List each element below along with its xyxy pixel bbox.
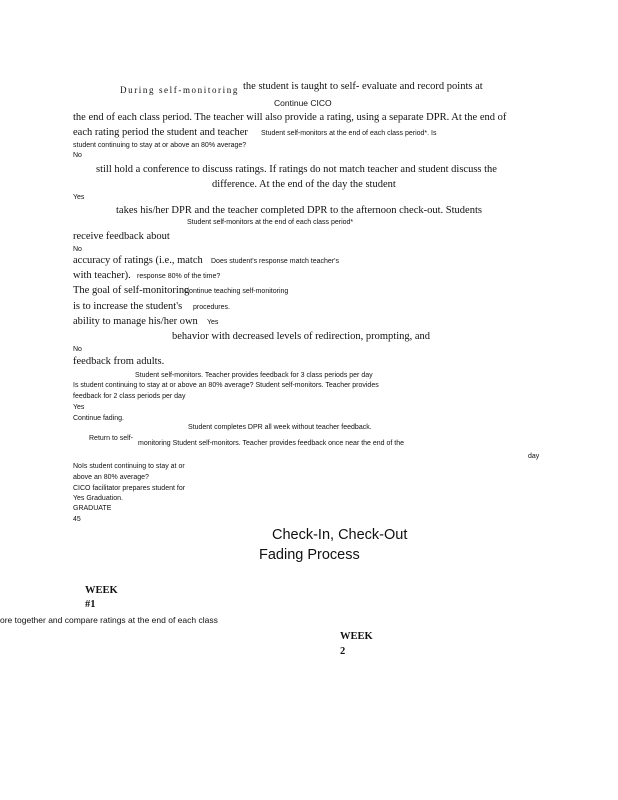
week-label: WEEK — [340, 631, 373, 642]
text-line: with teacher). — [73, 270, 131, 281]
text-line: still hold a conference to discuss ratings. If ratings do not match teacher and student discuss the — [96, 164, 497, 175]
text-line: accuracy of ratings (i.e., match — [73, 255, 203, 266]
page-subtitle: Fading Process — [259, 547, 360, 563]
flowchart-label: Student completes DPR all week without teacher feedback. — [188, 424, 372, 431]
flowchart-label: Does student's response match teacher's — [211, 258, 339, 265]
week-number: #1 — [85, 599, 96, 610]
text-line: The goal of self-monitoring — [73, 285, 190, 296]
text-line: feedback from adults. — [73, 356, 165, 367]
flowchart-label: No — [73, 152, 82, 159]
flowchart-label: response 80% of the time? — [137, 273, 221, 280]
flowchart-label: feedback for 2 class periods per day — [73, 393, 186, 400]
flowchart-label: Yes — [73, 404, 85, 411]
flowchart-label: Continue fading. — [73, 415, 124, 422]
text-line: ore together and compare ratings at the end of each class — [0, 615, 218, 625]
flowchart-label: Is student continuing to stay at or above an 80% average? Student self-monitors. Teacher provides — [73, 382, 379, 389]
text-line: each rating period the student and teacher — [73, 127, 248, 138]
text-line: ability to manage his/her own — [73, 316, 198, 327]
flowchart-label: NoIs student continuing to stay at or — [73, 463, 185, 470]
flowchart-label: above an 80% average? — [73, 474, 149, 481]
text-line: During self-monitoring — [120, 85, 239, 95]
week-number: 2 — [340, 646, 346, 657]
flowchart-label: Return to self- — [89, 435, 133, 442]
flowchart-label: Yes — [207, 319, 219, 326]
flowchart-label: GRADUATE — [73, 505, 112, 512]
text-line: receive feedback about — [73, 231, 170, 242]
flowchart-label: No — [73, 346, 82, 353]
flowchart-label: Yes — [73, 194, 85, 201]
text-line: difference. At the end of the day the student — [212, 179, 396, 190]
flowchart-label: Student self-monitors at the end of each class period*. Is — [261, 130, 437, 137]
text-line: takes his/her DPR and the teacher completed DPR to the afternoon check-out. Students — [116, 205, 482, 216]
text-line: the end of each class period. The teacher will also provide a rating, using a separate DPR. At the end of — [73, 112, 507, 123]
text-line: behavior with decreased levels of redirection, prompting, and — [172, 331, 431, 342]
flowchart-label: monitoring Student self-monitors. Teacher provides feedback once near the end of the — [138, 440, 405, 447]
flowchart-label: Yes Graduation. — [73, 495, 123, 502]
flowchart-label: Continue teaching self-monitoring — [184, 288, 289, 295]
flowchart-label: CICO facilitator prepares student for — [73, 485, 186, 492]
text-line: the student is taught to self- evaluate and record points at — [243, 81, 483, 92]
flowchart-label: student continuing to stay at or above an 80% average? — [73, 142, 247, 149]
flowchart-label: No — [73, 246, 82, 253]
page-number: 45 — [73, 516, 81, 523]
flowchart-label: day — [528, 453, 540, 460]
flowchart-label: procedures. — [193, 304, 230, 311]
week-label: WEEK — [85, 585, 118, 596]
text-line: is to increase the student's — [73, 301, 183, 312]
page-title: Check-In, Check-Out — [272, 527, 408, 543]
flowchart-label: Student self-monitors at the end of each class period* — [187, 219, 354, 226]
flowchart-label: Student self-monitors. Teacher provides feedback for 3 class periods per day — [135, 372, 373, 379]
flowchart-label: Continue CICO — [274, 98, 332, 108]
